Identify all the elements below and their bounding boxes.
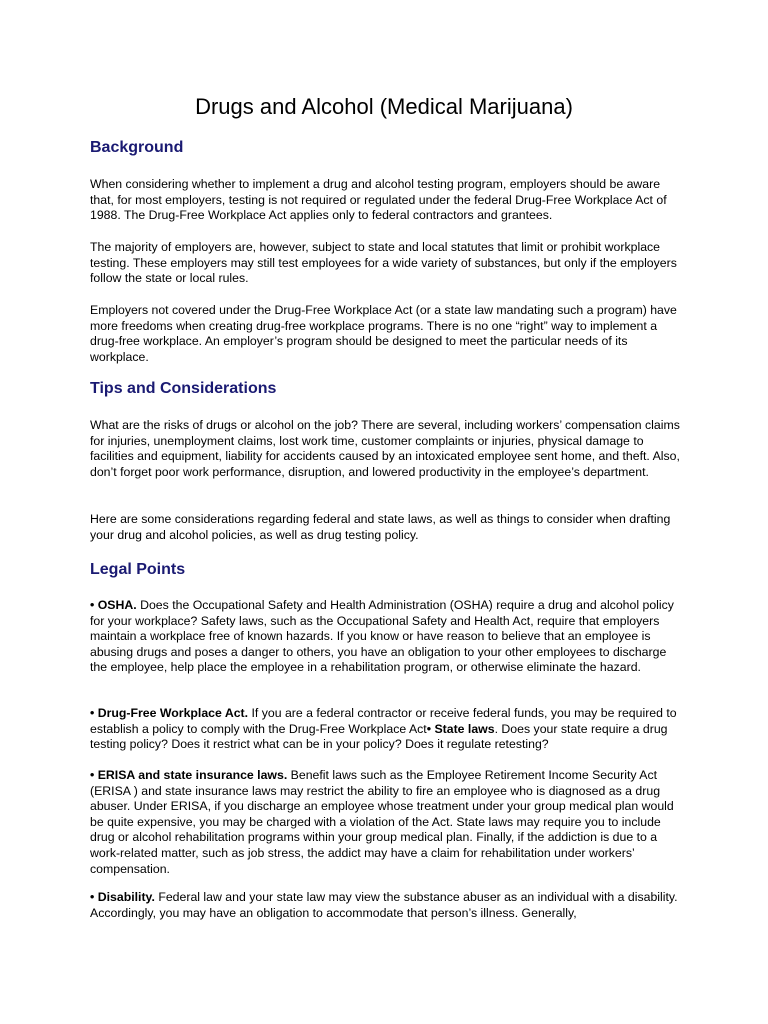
document-title: Drugs and Alcohol (Medical Marijuana) xyxy=(195,94,573,119)
heading-legal-points: Legal Points xyxy=(90,561,186,578)
dfwa-lead: • Drug-Free Workplace Act. xyxy=(90,706,249,720)
legal-osha-paragraph xyxy=(90,598,682,676)
background-paragraph-2: The majority of employers are, however, subject to state and local statutes that limit or prohibit workplace testing. These employers may still test employees for a wide variety of substances, but only if the employers follow the state or local rules. xyxy=(90,240,677,286)
erisa-lead: • ERISA and state insurance laws. xyxy=(90,768,288,782)
dfwa-text: If you are a federal contractor or receive federal funds, you may be required to establish a policy to comply with the Drug-Free Workplace Act xyxy=(90,706,677,736)
background-paragraph-3: Employers not covered under the Drug-Free Workplace Act (or a state law mandating such a program) have more freedoms when creating drug-free workplace programs. There is no one “right” way to implement a drug-free workplace. An employer’s program should be designed to meet the particular needs of its workplace. xyxy=(90,303,677,364)
state-laws-lead: • State laws xyxy=(426,721,495,736)
state-laws-text: . Does your state require a drug testing policy? Does it restrict what can be in your policy? Does it regulate retesting? xyxy=(90,721,668,752)
disability-lead: • Disability. xyxy=(90,890,155,904)
legal-erisa-paragraph xyxy=(90,768,682,877)
osha-text: Does the Occupational Safety and Health Administration (OSHA) require a drug and alcohol policy for your workplace? Safety laws, such as the Occupational Safety and Health Act, require that employers maintain a workplace free of known hazards. If you know or have reason to believe that an employee is abusing drugs and poses a danger to others, you have an obligation to your other employees to discharge the employee, help place the employee in a rehabilitation program, or otherwise eliminate the hazard. xyxy=(90,598,674,675)
tips-paragraph-2: Here are some considerations regarding federal and state laws, as well as things to consider when drafting your drug and alcohol policies, as well as drug testing policy. xyxy=(90,512,671,542)
tips-paragraph-1: What are the risks of drugs or alcohol on the job? There are several, including workers’ compensation claims for injuries, unemployment claims, lost work time, customer complaints or injuries, physical damage to facilities and equipment, liability for accidents caused by an intoxicated employee sent home, and theft. Also, don’t forget poor work performance, disruption, and lowered productivity in the employee’s department. xyxy=(90,418,680,479)
heading-background: Background xyxy=(90,139,184,156)
erisa-text: Benefit laws such as the Employee Retirement Income Security Act (ERISA ) and state insurance laws may restrict the ability to fire an employee who is diagnosed as a drug abuser. Under ERISA, if you discharge an employee whose treatment under your group medical plan would be quite expensive, you may be charged with a violation of the Act. State laws may require you to include drug or alcohol rehabilitation programs within your group medical plan. Finally, if the addiction is due to a work-related matter, such as job stress, the addict may have a claim for rehabilitation under workers’ compensation. xyxy=(90,768,674,876)
background-paragraph-1: When considering whether to implement a drug and alcohol testing program, employers should be aware that, for most employers, testing is not required or regulated under the federal Drug-Free Workplace Act of 1988. The Drug-Free Workplace Act applies only to federal contractors and grantees. xyxy=(90,177,667,223)
disability-text: Federal law and your state law may view the substance abuser as an individual with a disability. Accordingly, you may have an obligation to accommodate that person’s illness. Generally, xyxy=(90,890,678,920)
legal-disability-paragraph xyxy=(90,890,682,921)
osha-lead: • OSHA. xyxy=(90,598,137,612)
legal-dfwa-paragraph xyxy=(90,706,682,753)
heading-tips: Tips and Considerations xyxy=(90,380,277,397)
